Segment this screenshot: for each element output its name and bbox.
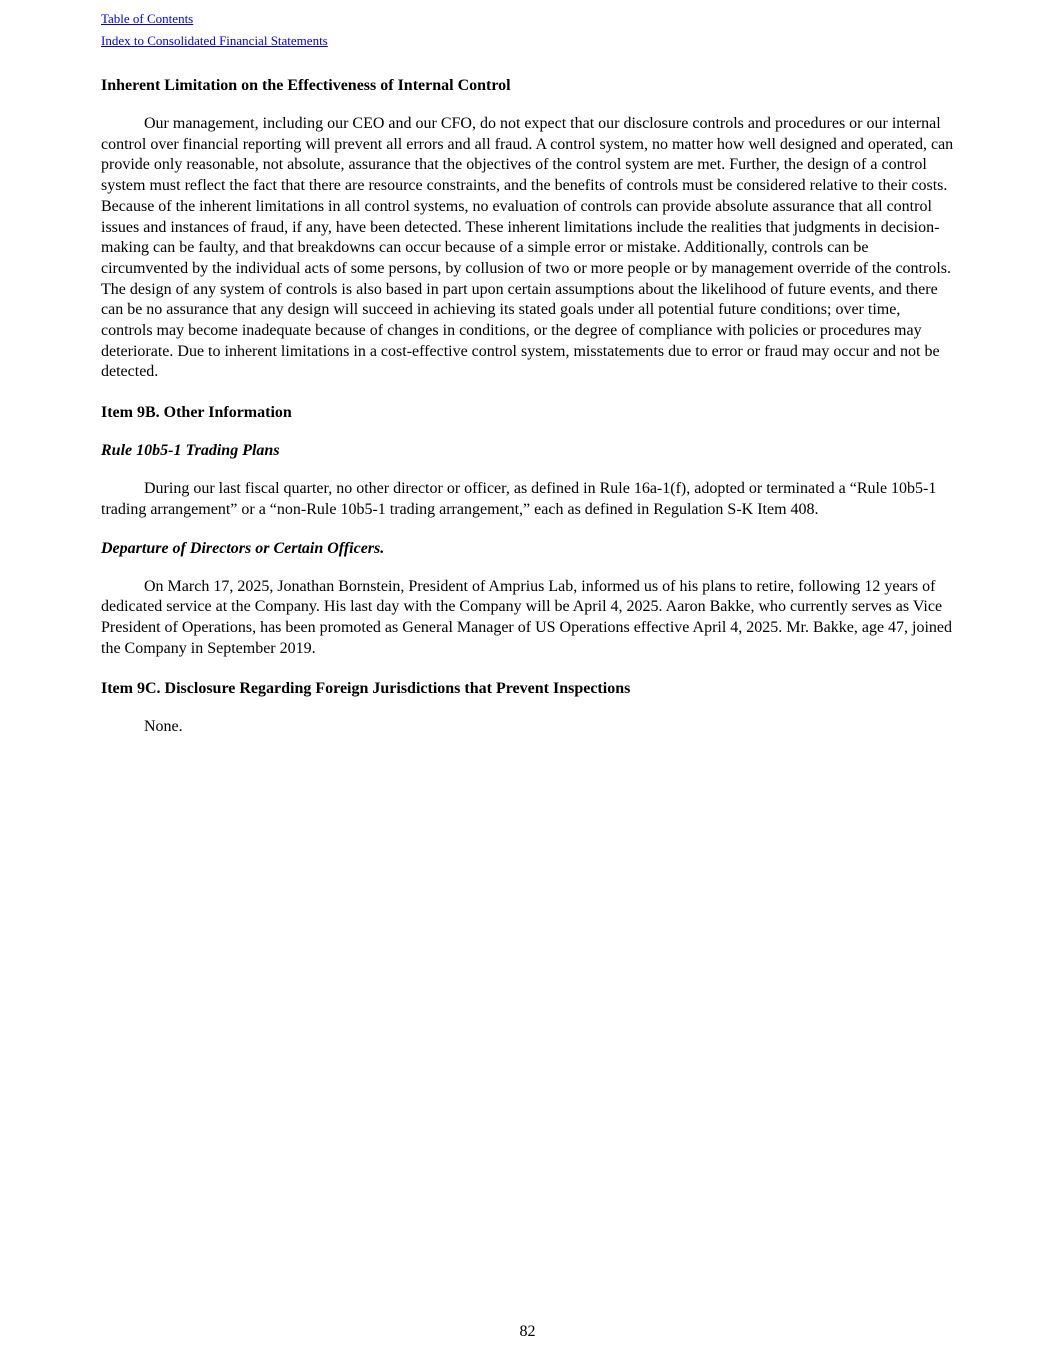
item-9c-paragraph: None. xyxy=(144,718,183,736)
departure-paragraph: On March 17, 2025, Jonathan Bornstein, President of Amprius Lab, informed us of his plans to retire, following 12 years of dedicated service at the Company. His last day with the Company will be April 4, 2025. Aaron Bakke, who currently serves as Vice President of Operations, has been promoted as General Manager of US Operations effective April 4, 2025. Mr. Bakke, age 47, joined the Company in September 2019. xyxy=(101,577,953,657)
document-page xyxy=(101,8,955,738)
index-financial-statements-link[interactable]: Index to Consolidated Financial Statements xyxy=(101,33,328,48)
item-9b-heading: Item 9B. Other Information xyxy=(101,404,292,422)
table-of-contents-link[interactable]: Table of Contents xyxy=(101,11,194,26)
item-9c-heading: Item 9C. Disclosure Regarding Foreign Jurisdictions that Prevent Inspections xyxy=(101,680,631,698)
page-number: 82 xyxy=(519,1323,536,1340)
inherent-limitation-heading: Inherent Limitation on the Effectiveness of Internal Control xyxy=(101,77,511,94)
departure-heading: Departure of Directors or Certain Officers. xyxy=(101,539,385,557)
rule-10b5-1-heading: Rule 10b5-1 Trading Plans xyxy=(101,442,280,460)
inherent-limitation-paragraph: Our management, including our CEO and our CFO, do not expect that our disclosure controls and procedures or our internal control over financial reporting will prevent all errors and all fraud. A control system, no matter how well designed and operated, can provide only reasonable, not absolute, assurance that the objectives of the control system are met. Further, the design of a control system must reflect the fact that there are resource constraints, and the benefits of controls must be considered relative to their costs. Because of the inherent limitations in all control systems, no evaluation of controls can provide absolute assurance that all control issues and instances of fraud, if any, have been detected. These inherent limitations include the realities that judgments in decision-making can be faulty, and that breakdowns can occur because of a simple error or mistake. Additionally, controls can be circumvented by the individual acts of some persons, by collusion of two or more people or by management override of the controls. The design of any system of controls is also based in part upon certain assumptions about the likelihood of future events, and there can be no assurance that any design will succeed in achieving its stated goals under all potential future conditions; over time, controls may become inadequate because of changes in conditions, or the degree of compliance with policies or procedures may deteriorate. Due to inherent limitations in a cost-effective control system, misstatements due to error or fraud may occur and not be detected. xyxy=(101,115,954,381)
rule-10b5-1-paragraph: During our last fiscal quarter, no other director or officer, as defined in Rule 16a-1(f), adopted or terminated a “Rule 10b5-1 trading arrangement” or a “non-Rule 10b5-1 trading arrangement,” each as defined in Regulation S-K Item 408. xyxy=(101,480,937,518)
